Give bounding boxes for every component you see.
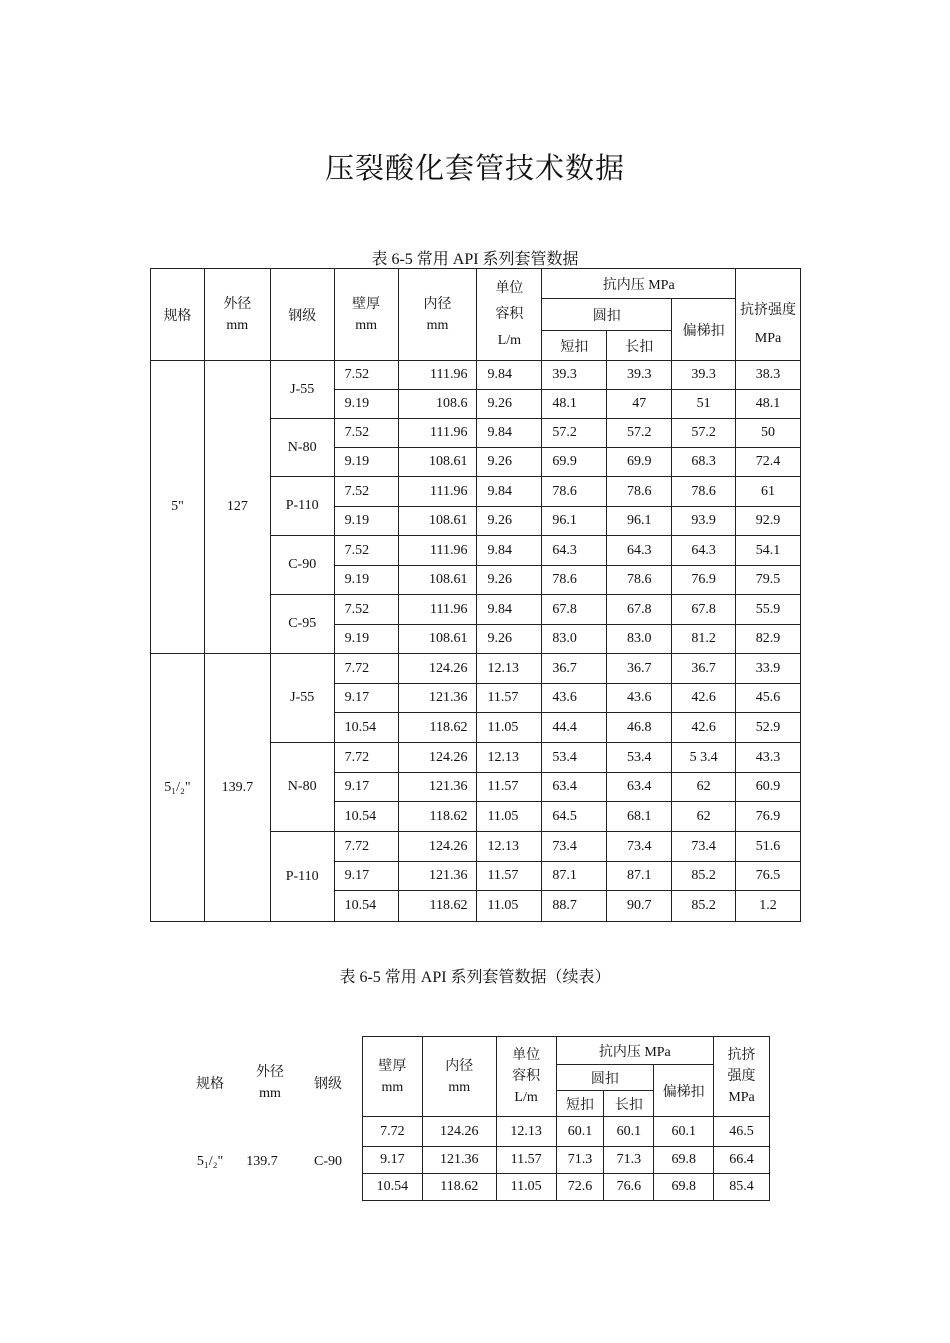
table-cell: 51.6 <box>736 832 801 862</box>
table2-body <box>363 1117 770 1201</box>
table-cell: 11.57 <box>477 862 542 891</box>
table-row <box>151 361 801 390</box>
table-cell: 111.96 <box>398 419 477 448</box>
table-cell: 64.3 <box>607 536 672 566</box>
table-cell: 9.84 <box>477 595 542 625</box>
table-cell: 12.13 <box>477 654 542 684</box>
table-cell: 68.3 <box>672 448 736 477</box>
table-cell: 46.5 <box>714 1117 770 1147</box>
cell-grade: N-80 <box>270 743 334 832</box>
table-cell: 11.57 <box>496 1147 556 1174</box>
table-cell: 71.3 <box>556 1147 604 1174</box>
table-cell: 39.3 <box>607 361 672 390</box>
table-cell: 9.17 <box>334 684 398 713</box>
table-cell: 48.1 <box>736 390 801 419</box>
header-round: 圆扣 <box>542 299 672 331</box>
header-buttress: 偏梯扣 <box>672 299 736 361</box>
table-cell: 69.9 <box>607 448 672 477</box>
table-cell: 9.17 <box>334 773 398 802</box>
table-cell: 121.36 <box>398 862 477 891</box>
table-cell: 7.52 <box>334 419 398 448</box>
cont-header-wall: 壁厚 mm <box>363 1037 423 1117</box>
table-cell: 73.4 <box>607 832 672 862</box>
table-row <box>151 654 801 684</box>
table-row <box>363 1147 770 1174</box>
table-cell: 118.62 <box>422 1174 496 1201</box>
table-cell: 9.19 <box>334 625 398 654</box>
table-cell: 121.36 <box>398 684 477 713</box>
table-cell: 53.4 <box>607 743 672 773</box>
cell-od: 127 <box>204 361 270 654</box>
table-cell: 72.6 <box>556 1174 604 1201</box>
table-cell: 54.1 <box>736 536 801 566</box>
table-cell: 11.57 <box>477 684 542 713</box>
table-cell: 60.9 <box>736 773 801 802</box>
table-cell: 61 <box>736 477 801 507</box>
cell-grade: C-95 <box>270 595 334 654</box>
cont-od: 139.7 <box>246 1154 278 1169</box>
table-cell: 12.13 <box>477 743 542 773</box>
cont-header-long: 长扣 <box>604 1091 654 1117</box>
cont-grade: C-90 <box>314 1154 342 1169</box>
table-cell: 66.4 <box>714 1147 770 1174</box>
table-cell: 45.6 <box>736 684 801 713</box>
table-cell: 92.9 <box>736 507 801 536</box>
table-cell: 44.4 <box>542 713 607 743</box>
table-cell: 118.62 <box>398 713 477 743</box>
table-cell: 10.54 <box>334 713 398 743</box>
table-cell: 67.8 <box>542 595 607 625</box>
table-cell: 88.7 <box>542 891 607 922</box>
table-cell: 10.54 <box>363 1174 423 1201</box>
table-cell: 52.9 <box>736 713 801 743</box>
table-cell: 10.54 <box>334 891 398 922</box>
table1-caption: 表 6-5 常用 API 系列套管数据 <box>371 251 579 268</box>
header-long: 长扣 <box>607 331 672 361</box>
table-cell: 78.6 <box>607 477 672 507</box>
table-cell: 118.62 <box>398 802 477 832</box>
cont-header-od: 外径 mm <box>256 1065 284 1101</box>
cell-spec: 5" <box>151 361 205 654</box>
table-cell: 11.05 <box>496 1174 556 1201</box>
table-cell: 76.9 <box>736 802 801 832</box>
cont-header-short: 短扣 <box>556 1091 604 1117</box>
table-row <box>363 1117 770 1147</box>
table-cell: 108.6 <box>398 390 477 419</box>
table-cell: 9.19 <box>334 566 398 595</box>
table-cell: 39.3 <box>542 361 607 390</box>
table-cell: 57.2 <box>542 419 607 448</box>
table-cell: 7.72 <box>363 1117 423 1147</box>
cont-header-round: 圆扣 <box>556 1065 654 1091</box>
table-cell: 124.26 <box>398 654 477 684</box>
table-cell: 78.6 <box>607 566 672 595</box>
table-cell: 47 <box>607 390 672 419</box>
table-cell: 43.3 <box>736 743 801 773</box>
table-cell: 11.05 <box>477 713 542 743</box>
table-cell: 69.9 <box>542 448 607 477</box>
header-wall: 壁厚 mm <box>334 269 398 361</box>
table-cell: 50 <box>736 419 801 448</box>
table-cell: 46.8 <box>607 713 672 743</box>
table-cell: 64.5 <box>542 802 607 832</box>
header-burst: 抗内压 MPa <box>542 269 736 299</box>
table-cell: 55.9 <box>736 595 801 625</box>
table-cell: 108.61 <box>398 448 477 477</box>
table-row <box>363 1174 770 1201</box>
table-cell: 96.1 <box>607 507 672 536</box>
table-cell: 111.96 <box>398 477 477 507</box>
table-cell: 9.84 <box>477 536 542 566</box>
table-cell: 78.6 <box>542 566 607 595</box>
table-cell: 63.4 <box>542 773 607 802</box>
table-cell: 42.6 <box>672 684 736 713</box>
table-cell: 9.17 <box>363 1147 423 1174</box>
header-capacity: 单位 容积 L/m <box>477 269 542 361</box>
table-cell: 85.2 <box>672 891 736 922</box>
table-cell: 5 3.4 <box>672 743 736 773</box>
table-cell: 9.84 <box>477 419 542 448</box>
table-cell: 121.36 <box>398 773 477 802</box>
table-cell: 96.1 <box>542 507 607 536</box>
table-cell: 68.1 <box>607 802 672 832</box>
table-cell: 124.26 <box>398 743 477 773</box>
header-id: 内径 mm <box>398 269 477 361</box>
table-cell: 9.19 <box>334 448 398 477</box>
table-cell: 111.96 <box>398 536 477 566</box>
table-cell: 7.52 <box>334 595 398 625</box>
table-cell: 124.26 <box>422 1117 496 1147</box>
table-cell: 9.26 <box>477 566 542 595</box>
table-cell: 9.17 <box>334 862 398 891</box>
table-cell: 9.19 <box>334 390 398 419</box>
table-cell: 9.84 <box>477 477 542 507</box>
table-cell: 7.72 <box>334 654 398 684</box>
cont-spec: 5₁/₂" <box>196 1154 224 1169</box>
table-cell: 7.72 <box>334 832 398 862</box>
table-cell: 76.9 <box>672 566 736 595</box>
table2-caption: 表 6-5 常用 API 系列套管数据（续表） <box>339 969 611 986</box>
table-cell: 81.2 <box>672 625 736 654</box>
table-cell: 11.05 <box>477 891 542 922</box>
table-cell: 7.52 <box>334 477 398 507</box>
table-cell: 11.57 <box>477 773 542 802</box>
table-cell: 64.3 <box>542 536 607 566</box>
cont-header-burst: 抗内压 MPa <box>556 1037 714 1065</box>
cell-grade: P-110 <box>270 832 334 922</box>
table-cell: 108.61 <box>398 566 477 595</box>
table-cell: 87.1 <box>607 862 672 891</box>
cell-grade: P-110 <box>270 477 334 536</box>
table-cell: 69.8 <box>654 1174 714 1201</box>
table-cell: 7.52 <box>334 536 398 566</box>
table-cell: 85.2 <box>672 862 736 891</box>
cont-header-spec: 规格 <box>196 1077 224 1092</box>
cont-header-collapse: 抗挤 强度 MPa <box>714 1037 770 1117</box>
table-cell: 53.4 <box>542 743 607 773</box>
table-cell: 9.84 <box>477 361 542 390</box>
table-cell: 43.6 <box>607 684 672 713</box>
cell-grade: C-90 <box>270 536 334 595</box>
casing-data-table-continued <box>362 1036 770 1201</box>
table-cell: 62 <box>672 802 736 832</box>
table-cell: 83.0 <box>607 625 672 654</box>
table-cell: 57.2 <box>672 419 736 448</box>
table-cell: 108.61 <box>398 625 477 654</box>
table-cell: 12.13 <box>477 832 542 862</box>
header-collapse: 抗挤强度 MPa <box>736 269 801 361</box>
table-cell: 62 <box>672 773 736 802</box>
table-cell: 36.7 <box>542 654 607 684</box>
header-spec: 规格 <box>151 269 205 361</box>
table-cell: 11.05 <box>477 802 542 832</box>
table-cell: 83.0 <box>542 625 607 654</box>
table-cell: 36.7 <box>607 654 672 684</box>
table-cell: 9.26 <box>477 625 542 654</box>
header-grade: 钢级 <box>270 269 334 361</box>
table-cell: 73.4 <box>672 832 736 862</box>
table-cell: 60.1 <box>654 1117 714 1147</box>
page-title: 压裂酸化套管技术数据 <box>324 153 625 185</box>
table-cell: 85.4 <box>714 1174 770 1201</box>
cell-grade: N-80 <box>270 419 334 477</box>
table-cell: 90.7 <box>607 891 672 922</box>
table-cell: 7.52 <box>334 361 398 390</box>
cont-header-id: 内径 mm <box>422 1037 496 1117</box>
table-cell: 121.36 <box>422 1147 496 1174</box>
table-cell: 51 <box>672 390 736 419</box>
table-cell: 78.6 <box>672 477 736 507</box>
table-cell: 48.1 <box>542 390 607 419</box>
cell-grade: J-55 <box>270 654 334 743</box>
table-cell: 78.6 <box>542 477 607 507</box>
table-cell: 33.9 <box>736 654 801 684</box>
table-cell: 57.2 <box>607 419 672 448</box>
cell-od: 139.7 <box>204 654 270 922</box>
table-cell: 10.54 <box>334 802 398 832</box>
table1-body <box>151 361 801 922</box>
cont-header-buttress: 偏梯扣 <box>654 1065 714 1117</box>
table-cell: 93.9 <box>672 507 736 536</box>
cont-header-capacity: 单位 容积 L/m <box>496 1037 556 1117</box>
table-cell: 42.6 <box>672 713 736 743</box>
table-cell: 82.9 <box>736 625 801 654</box>
table-cell: 76.6 <box>604 1174 654 1201</box>
table-cell: 73.4 <box>542 832 607 862</box>
table-cell: 118.62 <box>398 891 477 922</box>
table-cell: 71.3 <box>604 1147 654 1174</box>
table-cell: 36.7 <box>672 654 736 684</box>
table-cell: 108.61 <box>398 507 477 536</box>
table-cell: 79.5 <box>736 566 801 595</box>
table-cell: 39.3 <box>672 361 736 390</box>
table-cell: 124.26 <box>398 832 477 862</box>
table-cell: 9.19 <box>334 507 398 536</box>
cell-grade: J-55 <box>270 361 334 419</box>
table-cell: 64.3 <box>672 536 736 566</box>
table-cell: 111.96 <box>398 361 477 390</box>
cell-spec: 5₁/₂" <box>151 654 205 922</box>
cont-header-grade: 钢级 <box>314 1077 342 1092</box>
table-cell: 43.6 <box>542 684 607 713</box>
table-cell: 9.26 <box>477 448 542 477</box>
table-cell: 63.4 <box>607 773 672 802</box>
table-cell: 1.2 <box>736 891 801 922</box>
table-cell: 60.1 <box>556 1117 604 1147</box>
table-cell: 60.1 <box>604 1117 654 1147</box>
table-cell: 7.72 <box>334 743 398 773</box>
table-cell: 67.8 <box>672 595 736 625</box>
header-short: 短扣 <box>542 331 607 361</box>
table-cell: 76.5 <box>736 862 801 891</box>
table-cell: 38.3 <box>736 361 801 390</box>
table-cell: 9.26 <box>477 507 542 536</box>
table-cell: 87.1 <box>542 862 607 891</box>
table-cell: 69.8 <box>654 1147 714 1174</box>
casing-data-table <box>150 268 801 922</box>
table-cell: 9.26 <box>477 390 542 419</box>
table-cell: 111.96 <box>398 595 477 625</box>
table-cell: 67.8 <box>607 595 672 625</box>
header-od: 外径 mm <box>204 269 270 361</box>
table-cell: 12.13 <box>496 1117 556 1147</box>
table-cell: 72.4 <box>736 448 801 477</box>
